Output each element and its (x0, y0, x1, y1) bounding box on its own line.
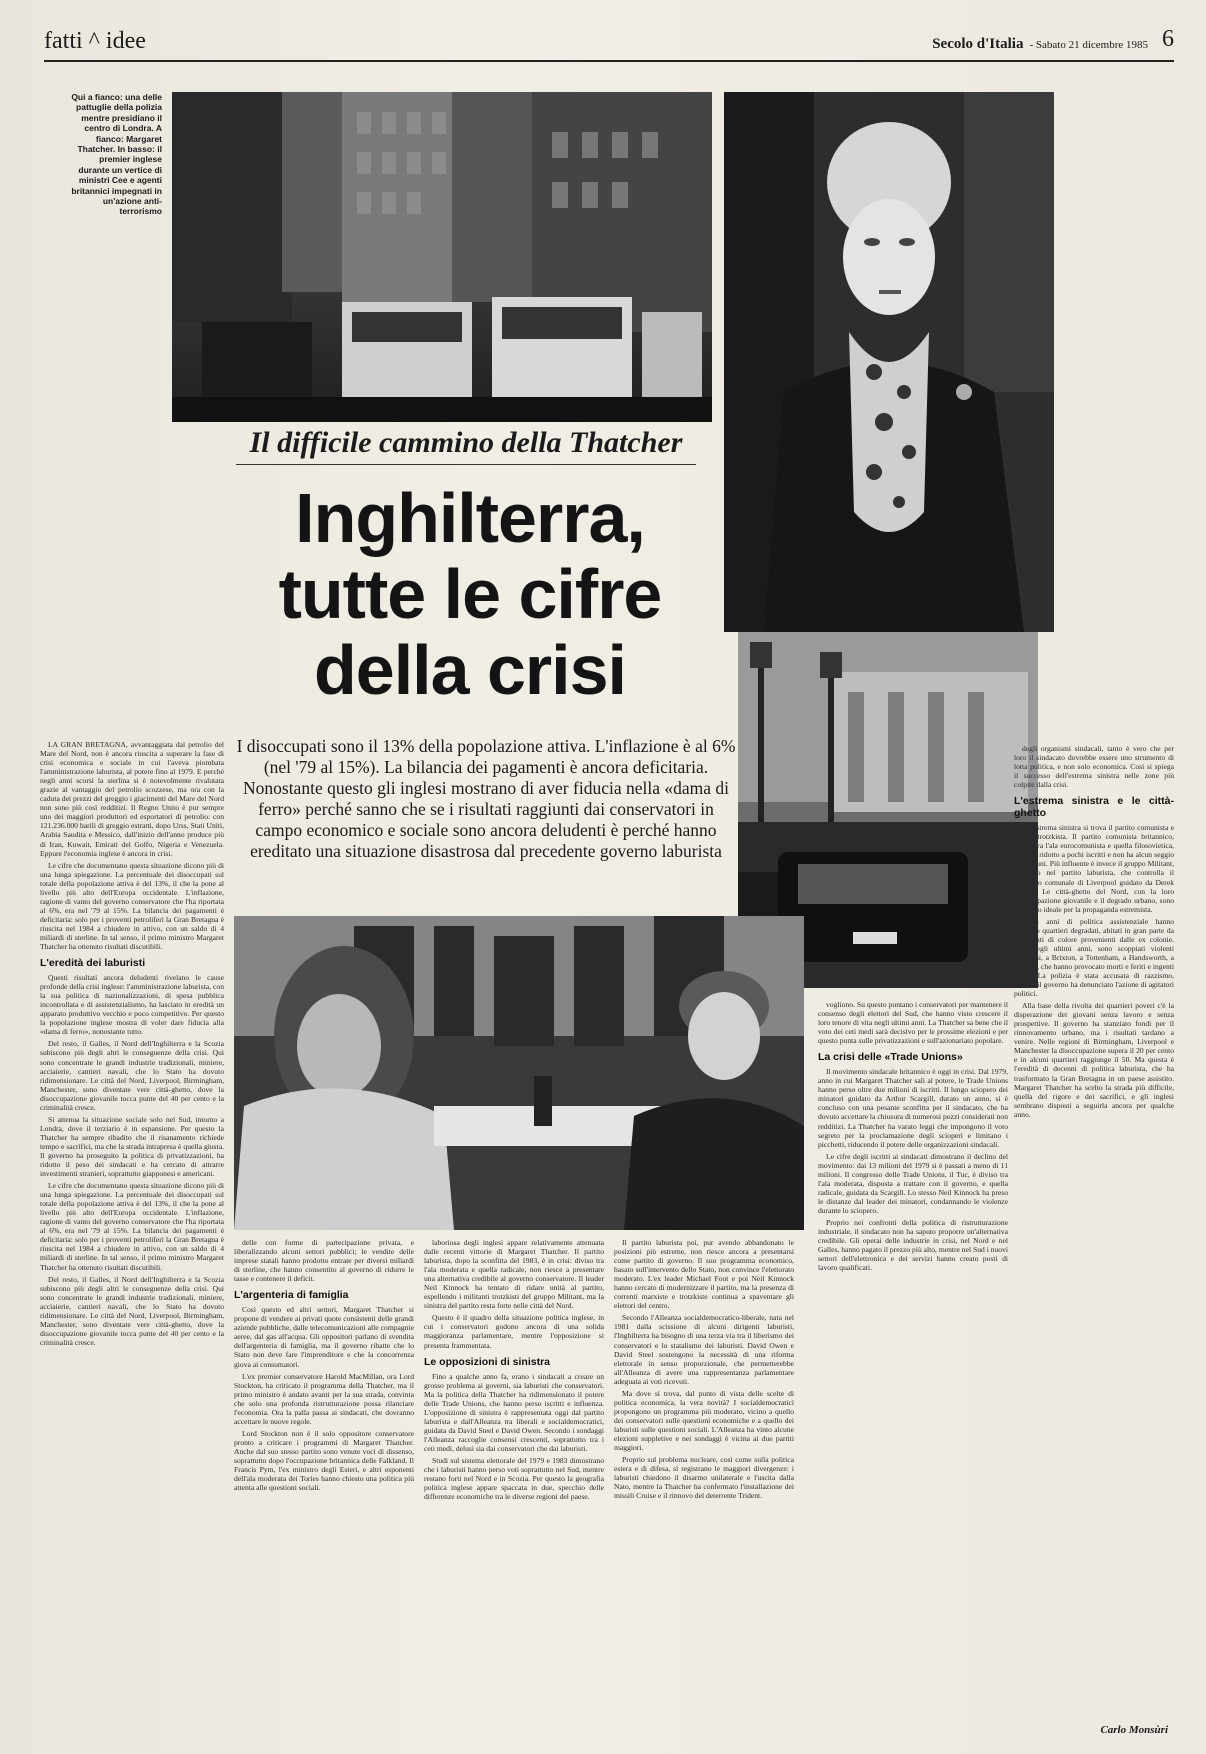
summit-meeting-photo (234, 916, 804, 1230)
subhead-eredita: L'eredità dei laburisti (40, 957, 146, 970)
paragraph: vogliono. Su questo puntano i conservatori per mantenere il consenso degli elettori del Sud, che hanno visto crescere il loro tenore di vita negli ultimi anni. La Thatcher sa bene che il voto dei ceti medi sarà decisivo per le prossime elezioni e per questo punta sulle privatizzazioni e sull'azionariato popolare. (818, 1000, 1008, 1046)
issue-date: - Sabato 21 dicembre 1985 (1029, 39, 1148, 51)
paragraph: Lord Stockton non è il solo oppositore conservatore pronto a criticare i programmi di Margaret Thatcher. Anche dal suo stesso partito sono venute voci di dissenso, soprattutto dopo l'occupazione britannica delle Falkland. Il Francis Pym, l'ex ministro degli Esteri, e altri esponenti dell'ala moderata dei Tories hanno chiesto una politica più attenta alle questioni sociali. (234, 1428, 414, 1493)
thatcher-portrait-photo (724, 92, 1054, 632)
paragraph: Alla base della rivolta dei quartieri poveri c'è la disperazione dei giovani senza lavoro e senza prospettive. Il governo ha stanziato fondi per il rinnovamento urbano, ma i risultati tardano a venire. Nelle regioni di Birmingham, Liverpool e Manchester la disoccupazione supera il 20 per cento e in alcuni quartieri raggiunge il 50. Ma questa è l'eredità di decenni di politica laburista, che ha trasformato la Gran Bretagna in un paese assistito. Margaret Thatcher ha scelto la strada più difficile, quella del rigore e dei sacrifici, e gli inglesi sembrano disposti a seguirla ancora per qualche anno. (1014, 1001, 1174, 1119)
byline: Carlo Monsùri (1100, 1724, 1168, 1736)
headline-line-1: Inghilterra, (295, 479, 645, 557)
subhead-argenteria: L'argenteria di famiglia (234, 1289, 349, 1302)
london-street-photo (172, 92, 712, 422)
paragraph: Studi sul sistema elettorale del 1979 e 1983 dimostrano che i laburisti hanno perso voti soprattutto nel Sud, mentre restano forti nel Nord e in Scozia. Per questo la geografia politica inglese appare spaccata in due, specchio delle differenze economiche tra le diverse regioni del paese. (424, 1455, 604, 1502)
paragraph: Del resto, il Galles, il Nord dell'Inghilterra e la Scozia subiscono più degli altri le conseguenze della crisi. Qui sono concentrate le grandi industrie tradizionali, miniere, acciaierie, cantieri navali, che lo Stato ha dovuto ridimensionare. Le città del Nord, Liverpool, Birmingham, Manchester, sono diventate vere città-ghetto, dove la disoccupazione giovanile tocca punte del 40 per cento e la criminalità cresce. (40, 1274, 224, 1347)
paragraph: Il movimento sindacale britannico è oggi in crisi. Dal 1979, anno in cui Margaret Thatcher salì al potere, le Trade Unions hanno perso oltre due milioni di iscritti. Il lungo sciopero dei minatori guidato da Arthur Scargill, durato un anno, si è concluso con una pesante sconfitta per il sindacato, che ha dovuto accettare la chiusura di numerosi pozzi considerati non redditizi. La Thatcher ha varato leggi che impongono il voto segreto per la proclamazione degli scioperi e limitano i picchetti, riducendo il potere delle organizzazioni sindacali. (818, 1067, 1008, 1149)
deck: I disoccupati sono il 13% della popolazione attiva. L'inflazione è al 6% (nel '79 al 15%). La bilancia dei pagamenti è ancora deficitaria. Nonostante questo gli inglesi mostrano di aver fiducia nella «dama di ferro» perché sanno che se i risultati raggiunti dai conservatori in campo economico e sociale sono ancora deludenti è perché hanno ereditato una situazione disastrosa dal precedente governo laburista (236, 736, 736, 861)
subhead-opposizioni: Le opposizioni di sinistra (424, 1355, 551, 1368)
photo-caption: Qui a fianco: una delle pattuglie della polizia mentre presidiano il centro di Londra. A fianco: Margaret Thatcher. In basso: il premier inglese durante un vertice di ministri Cee e agenti britannici impegnati in un'azione anti-terrorismo (71, 92, 162, 217)
paragraph: Così questo ed altri settori, Margaret Thatcher si propone di vendere ai privati quote consistenti delle grandi aziende pubbliche, dalle telecomunicazioni alle compagnie aeree, dal gas all'acqua. Gli oppositori parlano di svendita dell'argenteria di famiglia, ma il governo ribatte che lo Stato non deve fare l'imprenditore e che la concorrenza giova ai consumatori. (234, 1305, 414, 1369)
paragraph: All'estrema sinistra si trova il partito comunista e quello trotzkista. Il partito comunista britannico, diviso tra l'ala eurocomunista e quella filosovietica, è ormai ridotto a pochi iscritti e non ha alcun seggio ai Comuni. Più influente è invece il gruppo Militant, infiltrato nel partito laburista, che controlla il consiglio comunale di Liverpool guidato da Derek Hatton. Le città-ghetto del Nord, con la loro disoccupazione giovanile e il degrado urbano, sono il terreno ideale per la propaganda estremista. (1014, 823, 1174, 914)
paragraph: Le cifre che documentano questa situazione dicono più di una lunga spiegazione. La percentuale dei disoccupati sul totale della popolazione attiva è del 13%, il che la pone al livello più alto dell'Europa occidentale. L'inflazione, ragione di vanto del governo conservatore che l'ha riportata al 6%, era nel '79 al 15%. La bilancia dei pagamenti è deficitaria: solo per i proventi petroliferi la Gran Bretagna è riuscita nel 1984 a chiudere in attivo, con un saldo di 4 miliardi di sterline. In tal senso, il primo ministro Margaret Thatcher ha ottenuto risultati discutibili. (40, 1181, 224, 1272)
paragraph: delle con forme di partecipazione privata, e liberalizzando alcuni settori pubblici; le vendite delle imprese statali hanno prodotto entrate per diversi miliardi di sterline, che hanno consentito al governo di ridurre le tasse e contenere il deficit. (234, 1238, 414, 1284)
paragraph: Si attenua la situazione sociale solo nel Sud, intorno a Londra, dove il terziario è in espansione. Per questo la Thatcher ha sempre ribadito che il risanamento richiede tempo e sacrifici, ma che la strada intrapresa è quella giusta. Il governo ha proseguito la politica di privatizzazioni, ha ridotto il peso dei sindacati e ha cercato di attrarre investimenti stranieri, soprattutto giapponesi e americani. (40, 1114, 224, 1179)
newspaper-name (932, 36, 1148, 53)
newspaper-title: Secolo d'Italia (932, 36, 1024, 52)
column-5 (818, 1000, 1008, 1724)
paragraph: degli organismi sindacali, tanto è vero che per loro il sindacato dovrebbe essere uno strumento di lotta politica, e non solo economica. Così si spiega il successo dell'estrema sinistra nelle zone più colpite dalla crisi. (1014, 744, 1174, 790)
page-number: 6 (1162, 26, 1174, 52)
column-2 (234, 1238, 414, 1724)
paragraph: Secondo l'Alleanza socialdemocratico-liberale, nata nel 1981 dalla scissione di alcuni dirigenti laburisti, l'Inghilterra ha bisogno di una terza via tra il liberismo dei conservatori e lo statalismo dei laburisti. David Owen e David Steel sostengono la necessità di una riforma elettorale in senso proporzionale, che permetterebbe all'Alleanza di avere una rappresentanza parlamentare adeguata ai voti ricevuti. (614, 1313, 794, 1386)
headline-line-2: tutte le cifre (278, 555, 662, 633)
paragraph: Del resto, il Galles, il Nord dell'Inghilterra e la Scozia subiscono più degli altri le conseguenze della crisi. Qui sono concentrate le grandi industrie tradizionali, miniere, acciaierie, cantieri navali, che lo Stato ha dovuto ridimensionare. Le città del Nord, Liverpool, Birmingham, Manchester, sono diventate vere città-ghetto, dove la disoccupazione giovanile tocca punte del 40 per cento e la criminalità cresce. (40, 1039, 224, 1112)
paragraph: Proprio sul problema nucleare, così come sulla politica estera e di difesa, si registrano le maggiori divergenze: i laburisti chiedono il disarmo unilaterale e l'uscita dalla Nato, mentre la Thatcher ha confermato l'installazione dei missili Cruise e il rinnovo del deterrente Trident. (614, 1455, 794, 1501)
paragraph: Le cifre che documentano questa situazione dicono più di una lunga spiegazione. La percentuale dei disoccupati sul totale della popolazione attiva è del 13%, il che la pone al livello più alto dell'Europa occidentale. L'inflazione, ragione di vanto del governo conservatore che l'ha riportata al 6%, era nel '79 al 15%. La bilancia dei pagamenti è deficitaria: solo per i proventi petroliferi la Gran Bretagna è riuscita nel 1984 a chiudere in attivo, con un saldo di 4 miliardi di sterline. In tal senso, il primo ministro Margaret Thatcher ha ottenuto risultati discutibili. (40, 860, 224, 952)
subhead-trade-unions: La crisi delle «Trade Unions» (818, 1051, 963, 1064)
headline (200, 480, 740, 708)
section-title: fatti ^ idee (44, 28, 146, 54)
column-6 (1014, 744, 1174, 1720)
masthead (44, 24, 1174, 62)
paragraph: Molti anni di politica assistenziale hanno prodotto quartieri degradati, abitati in gran parte da immigrati di colore provenienti dalle ex colonie. Qui, negli ultimi anni, sono scoppiati violenti disordini, a Brixton, a Tottenham, a Handsworth, a Toxteth, che hanno provocato morti e feriti e ingenti danni. La polizia è stata accusata di razzismo, mentre il governo ha denunciato l'azione di agitatori politici. (1014, 916, 1174, 999)
paragraph: Ma dove si trova, dal punto di vista delle scelte di politica economica, la vera novità? I socialdemocratici propongono un programma più moderato, vicino a quello dei conservatori sulle questioni economiche e a quello dei laburisti sulle questioni sociali. L'Alleanza ha vinto alcune elezioni suppletive e nei sondaggi è vicina ai due partiti maggiori. (614, 1388, 794, 1453)
column-3 (424, 1238, 604, 1724)
paragraph: laboriosa degli inglesi appare relativamente attenuata dalle recenti vittorie di Margaret Thatcher. Il partito laburista, dopo la sconfitta del 1983, è in crisi: diviso tra l'ala moderata e quella radicale, non riesce a presentare una alternativa credibile al governo conservatore. Il leader Neil Kinnock ha tentato di ridare unità al partito, espellendo i militanti trotzkisti del gruppo Militant, ma la sinistra del partito resta forte nelle città del Nord. (424, 1238, 604, 1311)
paragraph: Le cifre degli iscritti ai sindacati dimostrano il declino del movimento: dai 13 milioni del 1979 si è passati a meno di 11 milioni. Il congresso delle Trade Unions, il Tuc, è diviso tra l'ala moderata, disposta a trattare con il governo, e quella radicale, guidata da Scargill. Lo stesso Neil Kinnock ha preso le distanze dal leader dei minatori, condannando le violenze durante lo sciopero. (818, 1151, 1008, 1215)
paragraph: Questi risultati ancora deludenti rivelano le cause profonde della crisi inglese: l'amministrazione laburista, con la sua politica di nazionalizzazioni, di spesa pubblica incontrollata e di assistenzialismo, ha lasciato in eredità un apparato produttivo vecchio e poco competitivo. Per questo la popolazione inglese mostra di voler dare fiducia alla «dama di ferro», nonostante tutto. (40, 973, 224, 1037)
paragraph: Proprio nei confronti della politica di ristrutturazione industriale, il sindacato non ha saputo proporre un'alternativa credibile. Gli operai delle industrie in crisi, nel Nord e nel Galles, hanno pagato il prezzo più alto, mentre nel Sud i nuovi settori dell'elettronica e dei servizi hanno creato posti di lavoro qualificati. (818, 1217, 1008, 1273)
column-4 (614, 1238, 794, 1724)
paragraph: LA GRAN BRETAGNA, avvantaggiata dal petrolio del Mare del Nord, non è ancora riuscita a superare la fase di crisi economica e sociale in cui l'aveva piombata l'amministrazione laburista, al potere fino al 1979. E perché negli anni scorsi la sterlina si è notevolmente rivalutata grazie al vantaggio del petrolio scozzese, ma ora con la caduta dei prezzi del greggio i giacimenti del Mare del Nord non sono più così redditizi. Il Regno Unito è pur sempre uno dei maggiori produttori ed esportatori di petrolio: con 121.236.000 barili di greggio estratti, dopo Urss, Stati Uniti, Arabia Saudita e Messico, dall'inizio dell'anno produce più di Iran, Kuwait, Emirati del Golfo, Nigeria e Venezuela. Eppure l'economia inglese è ancora in crisi. (40, 740, 224, 858)
kicker: Il difficile cammino della Thatcher (236, 426, 696, 465)
paragraph: L'ex premier conservatore Harold MacMillan, ora Lord Stockton, ha criticato il programma della Thatcher, ma il primo ministro è andato avanti per la sua strada, convinta che solo una profonda ristrutturazione possa rilanciare l'economia. Ora la palla passa ai sindacati, che dovranno accettare le nuove regole. (234, 1371, 414, 1426)
subhead-estrema-sinistra: L'estrema sinistra e le città-ghetto (1014, 795, 1174, 820)
headline-line-3: della crisi (314, 631, 626, 709)
paragraph: Fino a qualche anno fa, erano i sindacati a creare un grosso problema ai governi, sia laburisti che conservatori. Ma la politica della Thatcher ha ridimensionato il potere delle Trade Unions, che hanno perso iscritti e influenza. L'opposizione di sinistra è rappresentata oggi dal partito laburista e dall'Alleanza tra liberali e socialdemocratici, guidata da David Steel e David Owen. Secondo i sondaggi l'Alleanza raccoglie consensi crescenti, soprattutto tra i ceti medi, delusi sia dai conservatori che dai laburisti. (424, 1371, 604, 1453)
paragraph: Questo è il quadro della situazione politica inglese, in cui i conservatori godono ancora di una solida maggioranza parlamentare, mentre l'opposizione si presenta frammentata. (424, 1313, 604, 1350)
column-1 (40, 740, 224, 1724)
paragraph: Il partito laburista poi, pur avendo abbandonato le posizioni più estreme, non riesce ancora a presentarsi come partito di governo. Il suo programma economico, basato sull'intervento dello Stato, non convince l'elettorato moderato. L'ex leader Michael Foot e poi Neil Kinnock hanno cercato di modernizzare il partito, ma la presenza di correnti marxiste e trotzkiste continua a spaventare gli elettori del centro. (614, 1238, 794, 1311)
